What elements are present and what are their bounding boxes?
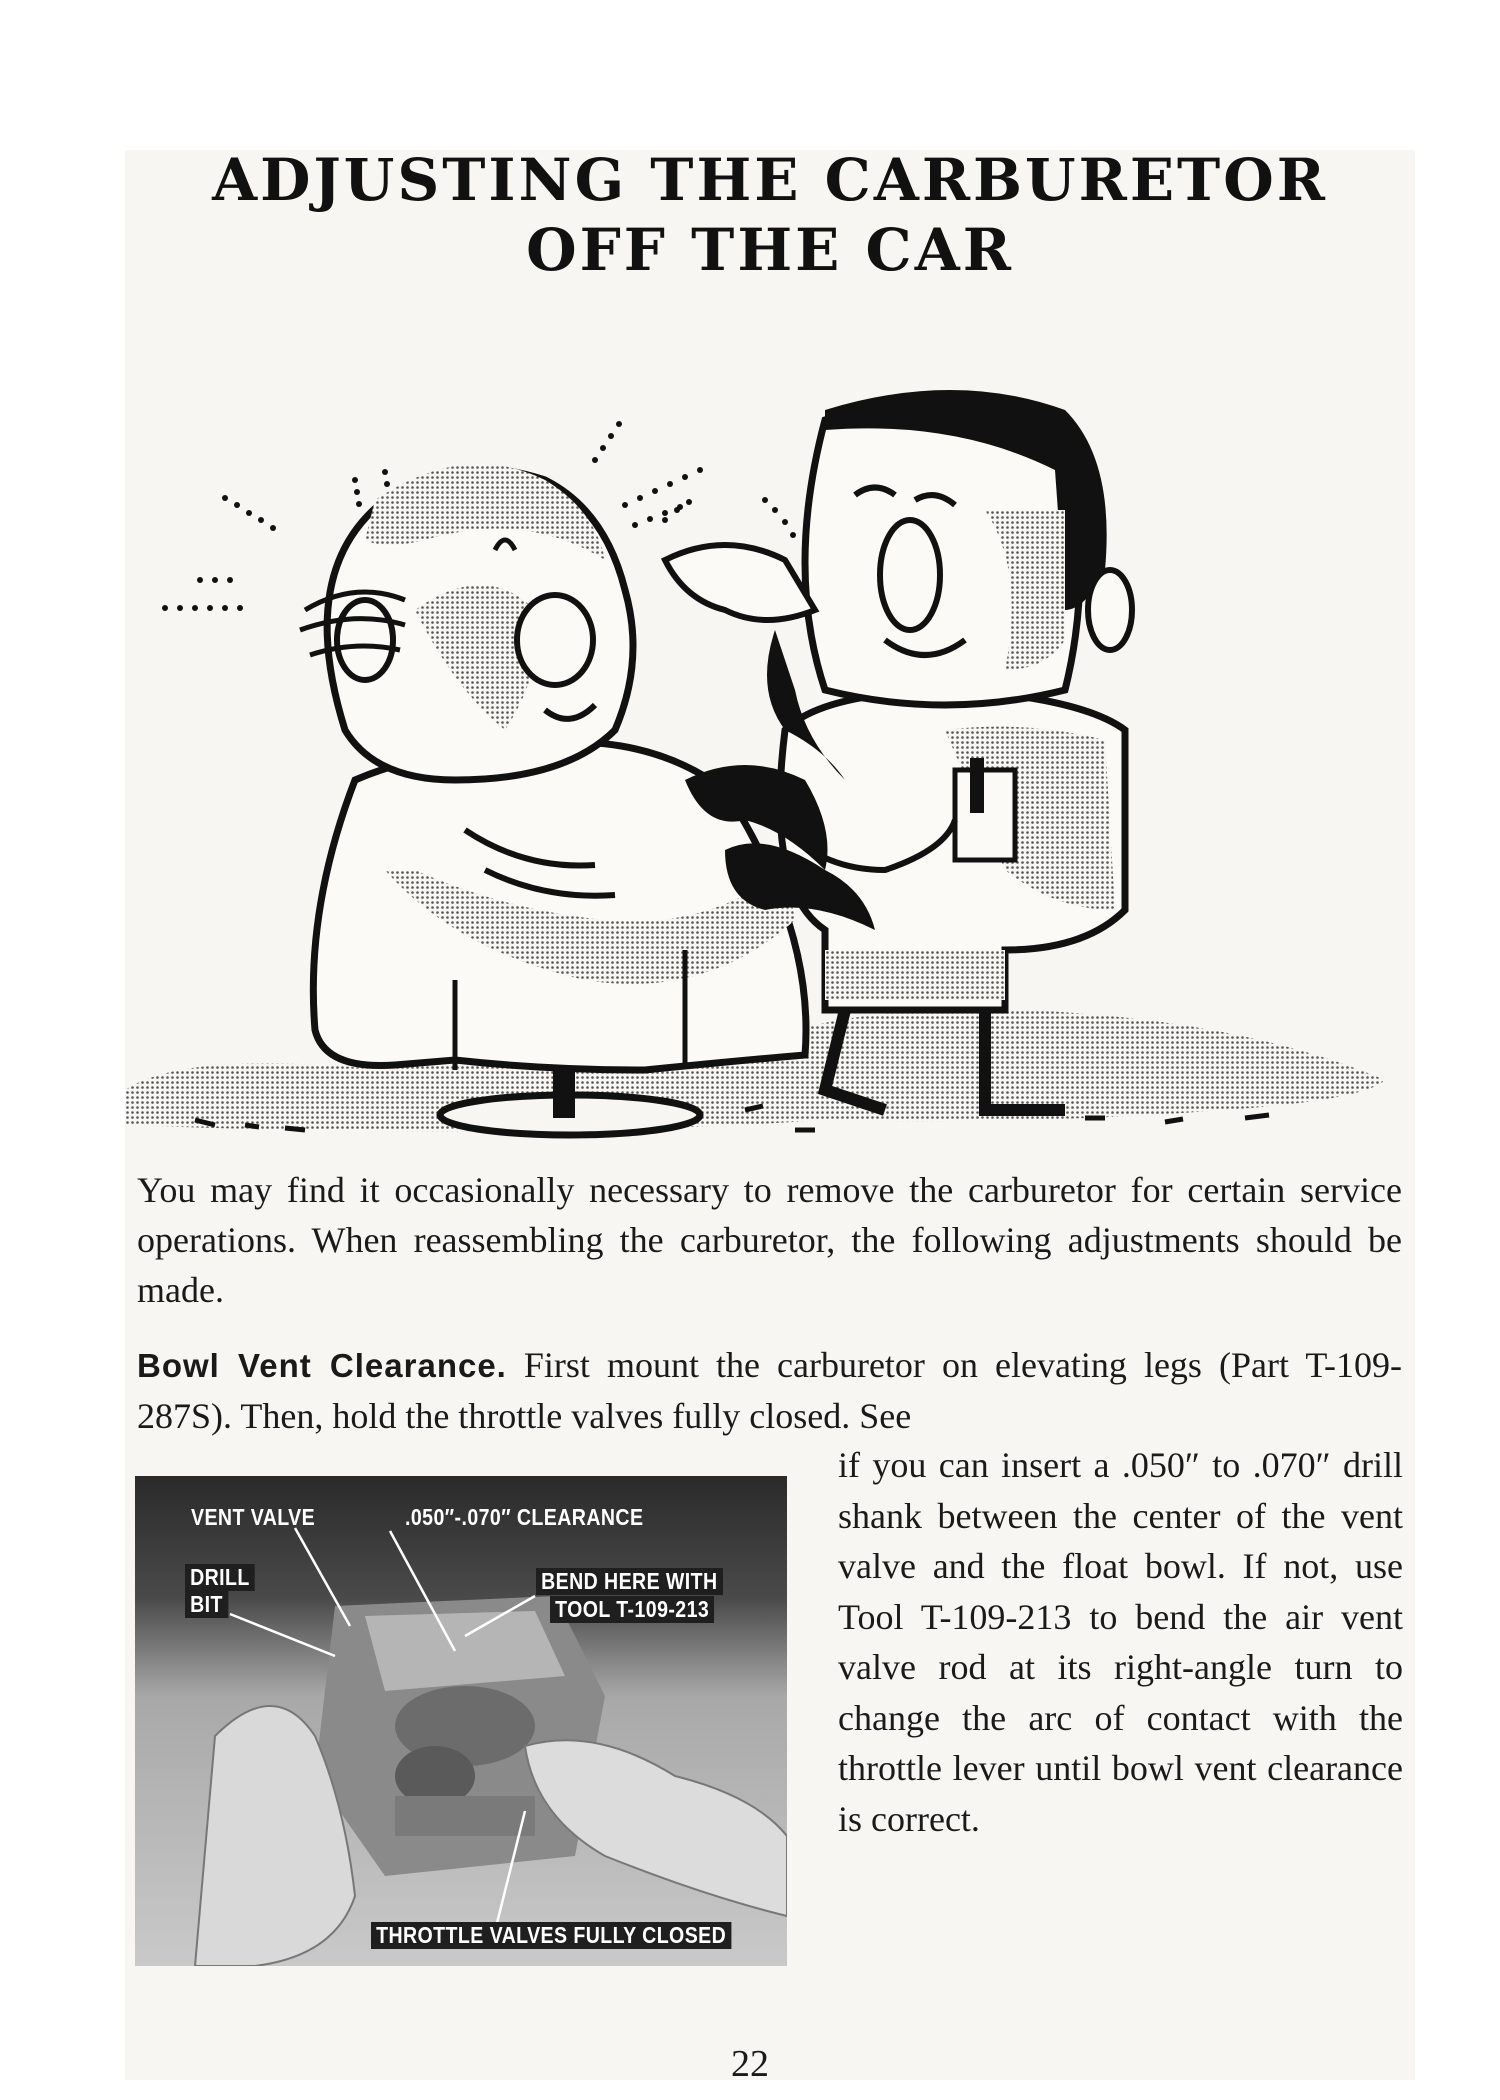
title-line-1: ADJUSTING THE CARBURETOR (212, 146, 1328, 214)
label-bit: BIT (185, 1591, 228, 1618)
title-line-2: OFF THE CAR (526, 216, 1014, 284)
label-clearance: .050″-.070″ CLEARANCE (405, 1504, 644, 1530)
page-number: 22 (731, 2043, 769, 2085)
intro-paragraph: You may find it occasionally necessary to remove the carburetor for certain service operations. When reassembling the carburetor, the following adjustments should be made. (137, 1170, 1402, 1310)
label-vent-valve: VENT VALVE (191, 1504, 316, 1530)
bowl-vent-side-column: if you can insert a .050″ to .070″ drill shank between the center of the vent valve and the float bowl. If not, use Tool T-109-213 to bend the air vent valve rod at its right-angle turn to change the arc of contact with the throttle lever until bowl vent clearance is correct. (838, 1445, 1403, 1839)
carburetor-photo-drawing (135, 1476, 787, 1966)
bowl-vent-text: First mount the carburetor on elevating legs (Part T-109-287S). Then, hold the throttle valves fully closed. See (137, 1345, 1402, 1436)
barber-cartoon-illustration (125, 310, 1415, 1160)
label-drill: DRILL (185, 1564, 255, 1591)
label-tool: TOOL T-109-213 (550, 1596, 714, 1623)
bowl-vent-heading: Bowl Vent Clearance. (137, 1347, 507, 1384)
label-throttle: THROTTLE VALVES FULLY CLOSED (371, 1922, 731, 1949)
bowl-vent-paragraph (137, 1340, 1402, 1441)
label-bend-here: BEND HERE WITH (536, 1568, 723, 1595)
carburetor-photo (135, 1476, 787, 1966)
page-title (125, 145, 1415, 285)
